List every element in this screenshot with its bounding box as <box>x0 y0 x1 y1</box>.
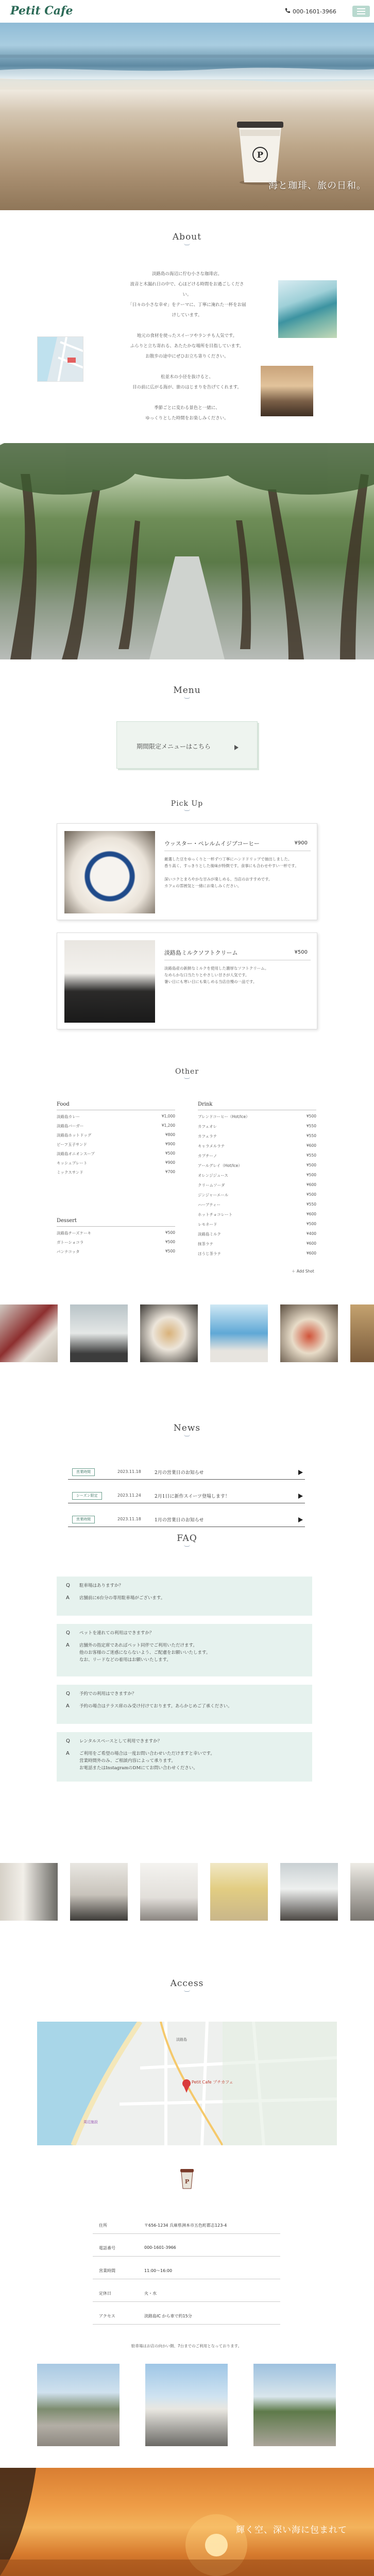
faq-answer-line: ご利用をご希望の場合は一度お問い合わせいただけますと幸いです。 <box>79 1751 215 1756</box>
about-line: 「日々の小さな幸せ」をテーマに、丁寧に淹れた一杯をお届けしています。 <box>128 302 246 318</box>
menu-item-price: ¥550 <box>306 1124 316 1128</box>
faq-a-mark: A <box>66 1751 70 1756</box>
menu-item-name: ガトーショコラ <box>57 1240 84 1245</box>
arrow-right-icon <box>234 745 239 750</box>
pickup-item-desc <box>164 856 310 889</box>
about-line: 目の前に広がる海が、旅のはじまりを告げてくれます。 <box>132 385 242 390</box>
about-line: お散歩の途中にぜひお立ち寄りください。 <box>145 354 229 359</box>
news-item[interactable] <box>68 1465 305 1480</box>
section-divider <box>184 809 190 811</box>
access-info-label: 営業時間 <box>99 2268 115 2273</box>
menu-item-name: カフェオレ <box>198 1124 217 1129</box>
access-info-value: 〒656-1234 兵庫県洲本市五色町都志123-4 <box>144 2223 227 2228</box>
about-line <box>126 362 248 372</box>
access-info-label: アクセス <box>99 2314 115 2318</box>
menu-item-price: ¥1,000 <box>161 1114 175 1118</box>
about-line <box>126 320 248 331</box>
faq-item[interactable] <box>57 1577 312 1616</box>
access-info-label: 定休日 <box>99 2291 111 2296</box>
about-photo-sea <box>261 366 313 416</box>
pickup-desc-line: 深いコクとまろやかな甘みが楽しめる、当店のおすすめです。 <box>164 877 273 882</box>
news-tag: 営業時間 <box>72 1468 95 1476</box>
gallery-photo <box>210 1863 268 1921</box>
menu-item-name: 淡路島バーガー <box>57 1124 84 1128</box>
gallery-photo <box>210 1304 268 1362</box>
menu-item-price: ¥500 <box>165 1151 175 1156</box>
menu-item-price: ¥550 <box>306 1202 316 1207</box>
menu-item-price: ¥800 <box>165 1132 175 1137</box>
news-date: 2023.11.18 <box>117 1517 141 1521</box>
faq-q-mark: Q <box>66 1691 70 1697</box>
access-info-value: 11:00〜16:00 <box>144 2268 173 2273</box>
faq-answer-line: 店舗前に6台分の専用駐車場がございます。 <box>79 1596 165 1601</box>
menu-item-name: レモネード <box>198 1222 217 1227</box>
gallery-photo <box>0 1863 58 1921</box>
drink-heading: Drink <box>198 1101 213 1107</box>
menu-item-price: ¥600 <box>306 1251 316 1256</box>
menu-item-name: ブレンドコーヒー（Hot/Ice） <box>198 1114 250 1119</box>
menu-item-name: 抹茶ラテ <box>198 1242 213 1246</box>
about-line: ふらりと立ち寄れる、あたたかな場所を目指しています。 <box>130 344 244 349</box>
access-title: Access <box>170 1978 204 1989</box>
faq-answer-line: なお、リードなどの着用はお願いいたします。 <box>79 1657 171 1663</box>
menu-item-price: ¥500 <box>306 1222 316 1226</box>
section-divider <box>184 697 190 699</box>
site-logo[interactable]: Petit Cafe <box>10 4 73 18</box>
menu-title: Menu <box>173 685 201 696</box>
menu-item-price: ¥500 <box>165 1240 175 1244</box>
menu-item-price: ¥550 <box>306 1153 316 1158</box>
faq-answer-line: 店舗外の指定席であればペット同伴でご利用いただけます。 <box>79 1643 197 1648</box>
pickup-item-desc <box>164 965 310 985</box>
news-title: 2月の営業日のお知らせ <box>155 1470 204 1476</box>
news-date: 2023.11.24 <box>117 1493 141 1498</box>
faq-title: FAQ <box>177 1533 197 1544</box>
faq-question: 駐車場はありますか？ <box>79 1583 124 1588</box>
gallery-photo <box>140 1304 198 1362</box>
access-info-row <box>93 2239 280 2257</box>
about-line: 松並木の小径を抜けると、 <box>160 375 213 380</box>
pickup-item-name: ウッスター・ペレルムイジブコーヒー <box>164 840 260 847</box>
gallery-photo <box>280 1304 338 1362</box>
faq-question: レンタルスペースとして利用できますか？ <box>79 1739 162 1744</box>
menu-item-name: 淡路島ホットドッグ <box>57 1133 92 1138</box>
menu-item-name: ほうじ茶ラテ <box>198 1251 221 1256</box>
parking-photo <box>37 2364 120 2446</box>
pickup-item-name: 淡路島ミルクソフトクリーム <box>164 950 238 956</box>
footer-tagline: 輝く空、深い海に包まれて <box>236 2525 347 2535</box>
coffee-cup-image <box>236 118 284 185</box>
faq-a-mark: A <box>66 1703 70 1709</box>
menu-item-name: ホットチョコレート <box>198 1212 233 1217</box>
pickup-desc-line: 厳選した豆をゆっくりと一杯ずつ丁寧にハンドドリップで抽出しました。 <box>164 857 292 861</box>
menu-item-price: ¥500 <box>306 1114 316 1118</box>
parking-photo <box>253 2364 336 2446</box>
menu-item-name: 淡路島チーズケーキ <box>57 1231 92 1235</box>
gallery-photo <box>140 1863 198 1921</box>
coffee-cup-photo <box>64 831 155 913</box>
menu-item-price: ¥500 <box>306 1163 316 1167</box>
faq-q-mark: Q <box>66 1738 70 1744</box>
faq-question: ペットを連れての利用はできますか？ <box>79 1631 154 1636</box>
menu-item-name: キッシュプレート <box>57 1161 88 1165</box>
pine-path-photo <box>0 443 374 659</box>
menu-item-price: ¥500 <box>306 1173 316 1177</box>
about-line: 淡路島の海辺に佇む小さな珈琲店。 <box>151 272 222 277</box>
section-divider <box>184 1434 190 1436</box>
faq-answer-line: 他のお客様のご迷惑にならないよう、ご配慮をお願いいたします。 <box>79 1650 211 1655</box>
news-title: 2月1日に新作スイーツ登場します！ <box>155 1494 230 1499</box>
map-pin-label: Petit Cafe プチカフェ <box>192 2080 233 2084</box>
pickup-desc-line: 淡路島産の新鮮なミルクを使用した濃厚なソフトクリーム。 <box>164 966 269 971</box>
faq-q-mark: Q <box>66 1630 70 1636</box>
news-item[interactable] <box>68 1513 305 1527</box>
faq-item[interactable] <box>57 1624 312 1676</box>
access-info-row <box>93 2284 280 2302</box>
menu-item-price: ¥600 <box>306 1241 316 1246</box>
menu-item-price: ¥700 <box>165 1170 175 1174</box>
site-header <box>0 0 374 23</box>
phone-icon <box>285 8 291 13</box>
faq-item[interactable] <box>57 1732 312 1782</box>
limited-menu-label: 期間限定メニューはこちら <box>137 743 211 750</box>
cafe-logo-icon <box>178 2166 196 2190</box>
access-info-row <box>93 2216 280 2234</box>
faq-question: 予約での利用はできますか？ <box>79 1691 137 1697</box>
access-map[interactable] <box>37 2022 337 2145</box>
pickup-desc-line <box>164 869 310 876</box>
access-info-value: 火・水 <box>144 2291 157 2296</box>
faq-q-mark: Q <box>66 1583 70 1588</box>
faq-answer-line: 予約の場合はテラス席のみ受け付けております。あらかじめご了承ください。 <box>79 1704 232 1709</box>
pickup-desc-line: カフェの雰囲気と一緒にお楽しみください。 <box>164 884 242 888</box>
about-line: 波音と木漏れ日の中で、心ほどける時間をお過ごしください。 <box>130 282 244 297</box>
menu-item-name: 淡路島カレー <box>57 1114 80 1119</box>
pickup-card[interactable] <box>57 823 317 920</box>
news-date: 2023.11.18 <box>117 1469 141 1474</box>
news-title: 1月の営業日のお知らせ <box>155 1518 204 1523</box>
access-info-label: 電話番号 <box>99 2246 115 2250</box>
news-tag: シーズン限定 <box>72 1492 102 1500</box>
pickup-desc-line: 香り高く、すっきりとした後味が特徴です。食事にも合わせやすい一杯です。 <box>164 863 299 868</box>
menu-item-name: アールグレイ（Hot/Ice） <box>198 1163 242 1168</box>
menu-item-price: ¥600 <box>306 1182 316 1187</box>
menu-item-name: オレンジジュース <box>198 1173 228 1178</box>
menu-item-price: ¥900 <box>165 1160 175 1165</box>
about-title: About <box>172 232 202 242</box>
pickup-desc-line: 暑い日にも寒い日にも楽しめる当店自慢の一品です。 <box>164 979 257 984</box>
access-info-row <box>93 2307 280 2325</box>
hero-tagline: 海と珈琲、旅の日和。 <box>268 180 366 191</box>
drink-footnote: ＋ Add Shot <box>292 1269 314 1274</box>
hero-image <box>0 23 374 210</box>
pickup-item-price: ¥900 <box>294 840 308 846</box>
menu-item-price: ¥500 <box>165 1249 175 1253</box>
hamburger-bar <box>357 11 365 12</box>
menu-item-price: ¥550 <box>306 1133 316 1138</box>
gallery-photo <box>350 1863 374 1921</box>
faq-answer-line: 営業時間外のみ、ご相談内容によって承ります。 <box>79 1758 176 1764</box>
food-heading: Food <box>57 1101 70 1107</box>
arrow-right-icon <box>298 1517 303 1522</box>
access-info-row <box>93 2262 280 2279</box>
arrow-right-icon <box>298 1470 303 1475</box>
section-divider <box>184 1990 190 1992</box>
menu-item-name: キャラメルラテ <box>198 1144 225 1148</box>
section-divider <box>184 243 190 245</box>
gallery-photo <box>70 1304 128 1362</box>
about-line: 地元の食材を使ったスイーツやランチも人気です。 <box>137 333 237 338</box>
pickup-title: Pick Up <box>171 800 203 808</box>
header-phone[interactable]: 000-1601-3966 <box>293 8 336 15</box>
about-line <box>126 393 248 403</box>
about-map-illustration <box>37 336 83 382</box>
sunset-photo <box>0 2468 374 2576</box>
map-label: 淡路島 <box>176 2038 187 2042</box>
menu-item-price: ¥500 <box>165 1230 175 1235</box>
menu-item-price: ¥500 <box>306 1192 316 1197</box>
menu-item-name: カプチーノ <box>198 1154 217 1158</box>
gallery-photo <box>70 1863 128 1921</box>
menu-item-name: 淡路島ミルク <box>198 1232 221 1236</box>
menu-item-price: ¥600 <box>306 1212 316 1216</box>
other-title: Other <box>175 1067 199 1076</box>
access-info-value: 淡路島IC から車で約15分 <box>144 2314 192 2318</box>
menu-item-price: ¥900 <box>165 1142 175 1146</box>
menu-item-price: ¥400 <box>306 1231 316 1236</box>
menu-item-name: パンナコッタ <box>57 1249 80 1254</box>
about-photo-coast <box>278 280 337 338</box>
svg-text:P: P <box>184 2178 190 2185</box>
gallery-photo <box>0 1304 58 1362</box>
column-divider <box>57 1226 175 1227</box>
news-title: News <box>173 1423 201 1433</box>
menu-item-name: ハーブティー <box>198 1202 221 1207</box>
faq-a-mark: A <box>66 1642 70 1648</box>
parking-photo <box>145 2364 228 2446</box>
hamburger-bar <box>357 8 365 9</box>
faq-item[interactable] <box>57 1685 312 1724</box>
pickup-desc-line: なめらかな口当たりとやさしい甘さが人気です。 <box>164 973 249 977</box>
dessert-heading: Dessert <box>57 1218 77 1224</box>
faq-a-mark: A <box>66 1595 70 1601</box>
menu-item-price: ¥1,200 <box>161 1123 175 1128</box>
pickup-item-price: ¥500 <box>294 950 308 955</box>
pickup-card[interactable] <box>57 933 317 1029</box>
menu-item-name: クリームソーダ <box>198 1183 225 1188</box>
faq-answer-line: お電話またはInstagramのDMにてお問い合わせください。 <box>79 1766 198 1771</box>
arrow-right-icon <box>298 1494 303 1499</box>
map-label: 周辺施設 <box>83 2120 98 2124</box>
section-divider <box>184 1545 190 1547</box>
news-item[interactable] <box>68 1489 305 1503</box>
menu-item-name: カフェラテ <box>198 1134 217 1139</box>
menu-item-name: ミックスサンド <box>57 1170 83 1175</box>
access-info-value: 000-1601-3966 <box>144 2245 176 2250</box>
menu-item-price: ¥600 <box>306 1143 316 1148</box>
hamburger-bar <box>357 13 365 14</box>
hamburger-menu-button[interactable] <box>352 6 370 17</box>
svg-text:P: P <box>257 150 264 160</box>
about-line: 季節ごとに変わる景色と一緒に、 <box>154 405 220 411</box>
news-tag: 営業時間 <box>72 1516 95 1523</box>
gallery-photo <box>350 1304 374 1362</box>
about-line: ゆっくりとした時間をお楽しみください。 <box>145 416 229 421</box>
access-info-label: 住所 <box>99 2223 107 2228</box>
menu-item-name: 淡路島オニオンスープ <box>57 1151 95 1156</box>
menu-item-name: ジンジャーエール <box>198 1193 229 1197</box>
about-text <box>126 269 248 423</box>
section-divider <box>184 1077 190 1079</box>
soft-cream-photo <box>64 940 155 1023</box>
menu-item-name: ビーフ玉子サンド <box>57 1142 87 1147</box>
gallery-photo <box>280 1863 338 1921</box>
parking-caption: 駐車場はお店の向かい側、7台までのご利用となっております。 <box>131 2344 242 2348</box>
